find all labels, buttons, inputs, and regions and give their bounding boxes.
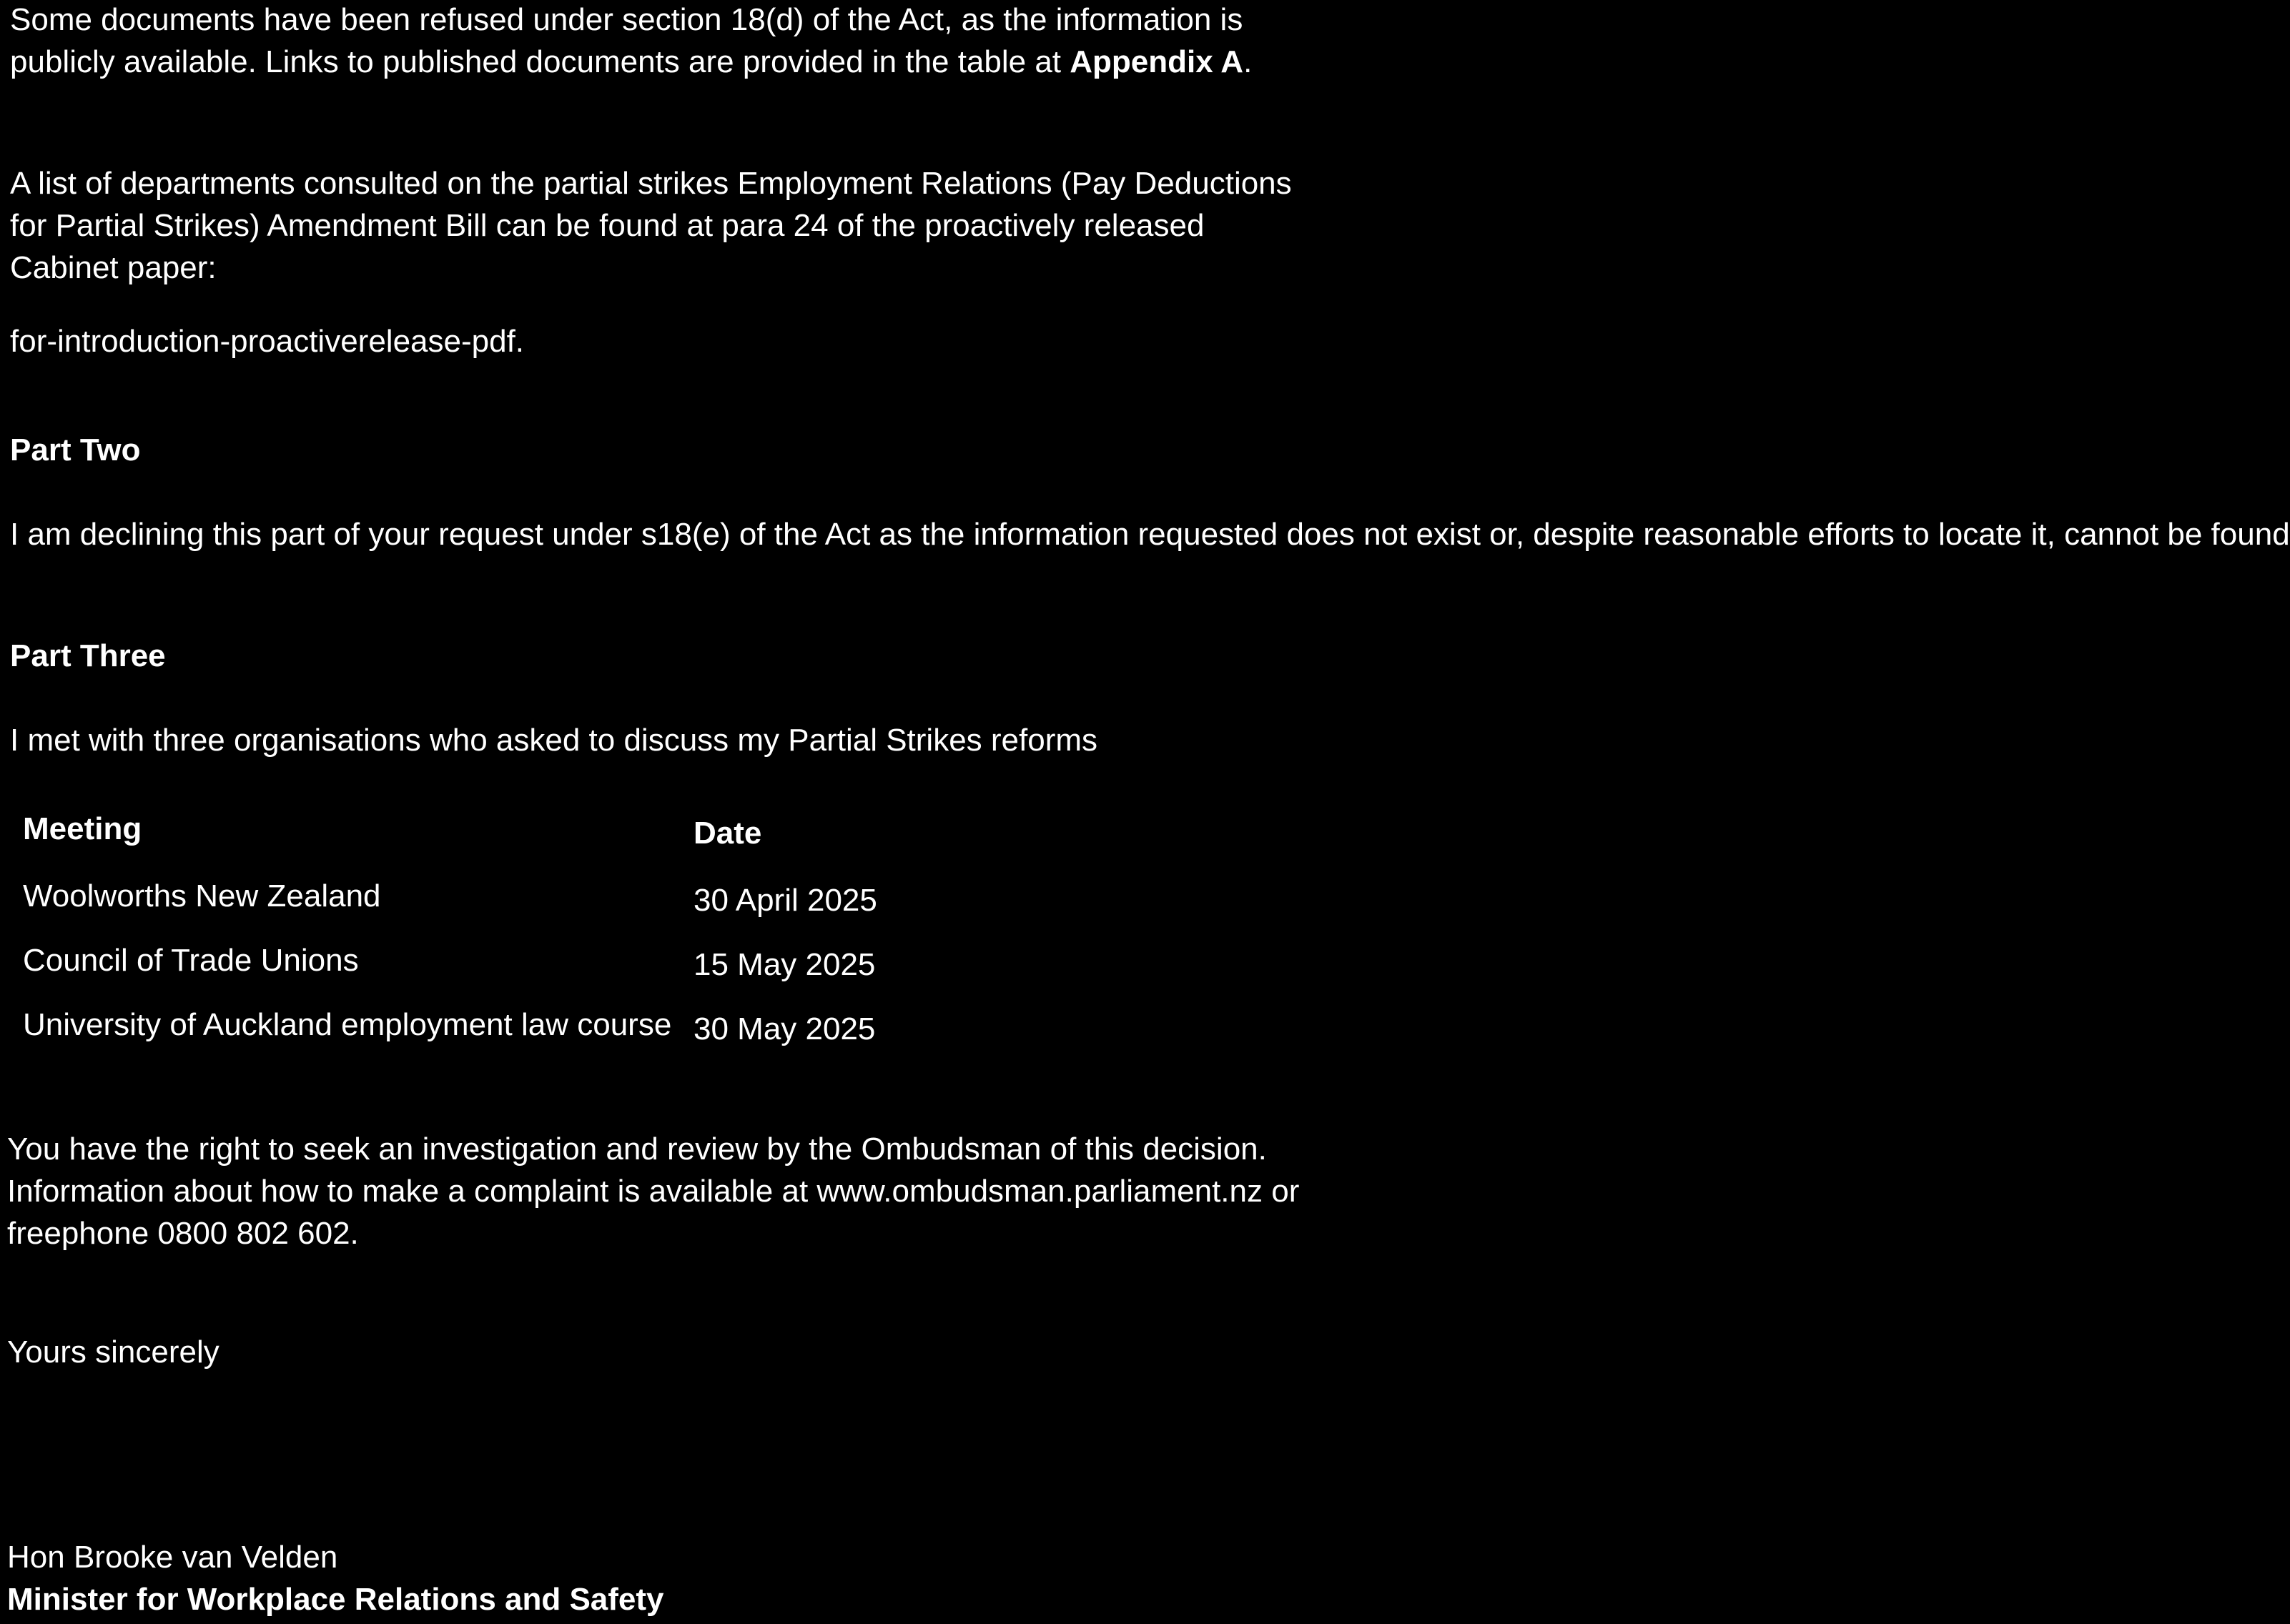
signatory-title: Minister for Workplace Relations and Safety <box>7 1582 664 1617</box>
column-header-date: Date <box>694 816 762 851</box>
departments-paragraph: A list of departments consulted on the partial strikes Employment Relations (Pay Deductions for Partial Strikes) Amendment Bill can be found at para 24 of the proactively released Cabinet paper: <box>10 166 1292 285</box>
part-three-body: I met with three organisations who asked to discuss my Partial Strikes reforms <box>10 723 1098 758</box>
date-cell: 15 May 2025 <box>694 947 876 982</box>
meeting-cell: Woolworths New Zealand <box>23 878 381 914</box>
ombudsman-paragraph: You have the right to seek an investigation and review by the Ombudsman of this decision. Information about how to make a complaint is available at www.ombudsman.parliament.nz or freephone 0800 802 602. <box>7 1132 1300 1251</box>
signatory-name: Hon Brooke van Velden <box>7 1540 338 1575</box>
meetings-table <box>23 808 952 1068</box>
cabinet-paper-link[interactable]: for-introduction-proactiverelease-pdf. <box>10 324 525 359</box>
refusal-text-end: . <box>1243 44 1253 79</box>
part-three-heading: Part Three <box>10 638 166 673</box>
meeting-cell: University of Auckland employment law course <box>23 1007 672 1042</box>
column-header-meeting: Meeting <box>23 811 142 846</box>
closing-salutation: Yours sincerely <box>7 1335 219 1370</box>
date-cell: 30 April 2025 <box>694 883 877 918</box>
meeting-cell: Council of Trade Unions <box>23 943 359 978</box>
part-two-body <box>10 513 2290 555</box>
appendix-reference: Appendix A <box>1070 44 1244 79</box>
part-two-text: I am declining this part of your request under s18(e) of the Act as the information requested does not exist or, despite reasonable efforts to locate it, cannot be found <box>10 517 2290 552</box>
table-header-row <box>23 808 952 854</box>
refusal-paragraph <box>10 0 1304 83</box>
date-cell: 30 May 2025 <box>694 1011 876 1046</box>
refusal-text: Some documents have been refused under section 18(d) of the Act, as the information is publicly available. Links to published documents are provided in the table at <box>10 2 1243 79</box>
table-row <box>23 1004 952 1050</box>
table-row <box>23 875 952 921</box>
table-row <box>23 939 952 986</box>
part-two-heading: Part Two <box>10 432 141 467</box>
